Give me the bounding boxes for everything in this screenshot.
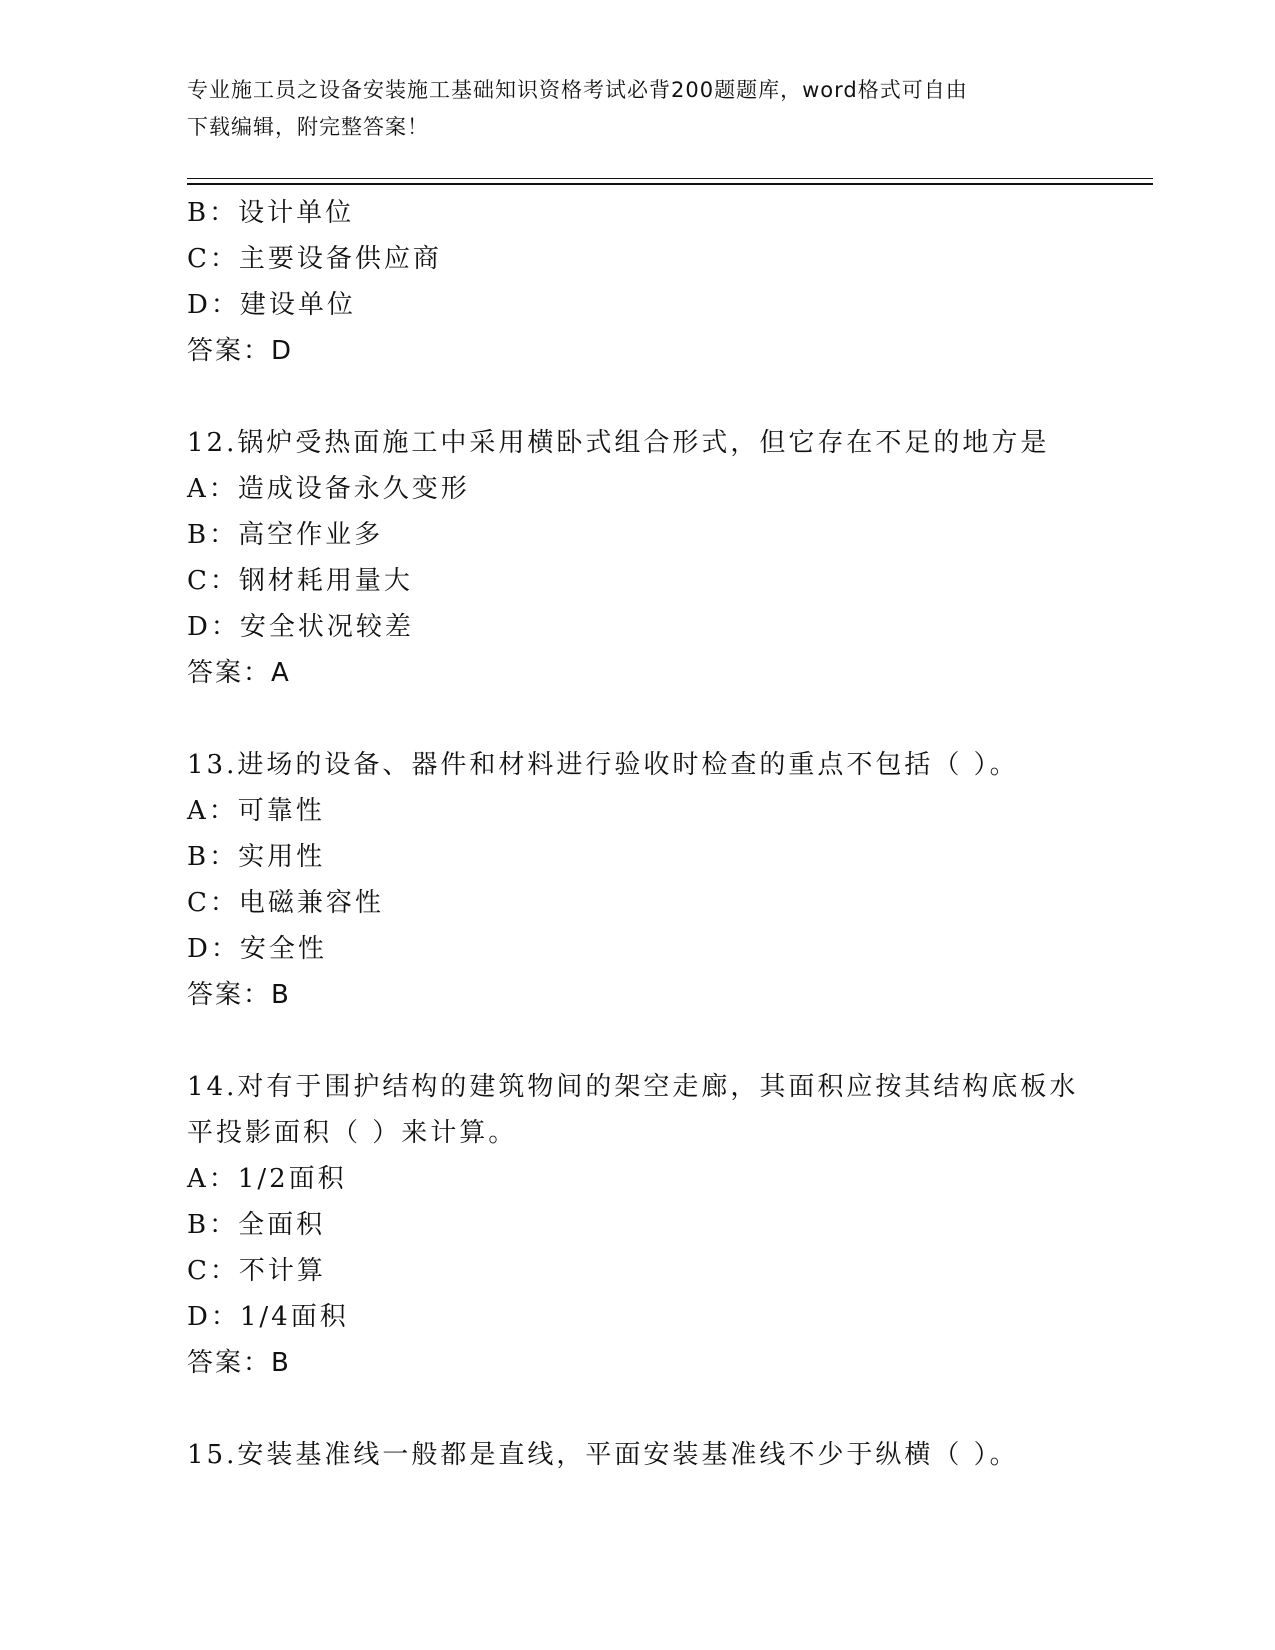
question-12 (187, 420, 1127, 696)
spacer (187, 1386, 1127, 1432)
answer-line: 答案：D (187, 336, 294, 366)
option-b: B：高空作业多 (187, 520, 384, 550)
question-text-line-2: 平投影面积（ ）来计算。 (187, 1118, 518, 1148)
spacer (187, 374, 1127, 420)
option-c: C：钢材耗用量大 (187, 566, 413, 596)
option-d: D：安全状况较差 (187, 612, 414, 642)
question-11-continuation (187, 190, 1127, 374)
header-title-line-1: 专业施工员之设备安装施工基础知识资格考试必背200题题库，word格式可自由 (187, 78, 968, 102)
question-text-line-1: 14.对有于围护结构的建筑物间的架空走廊，其面积应按其结构底板水 (187, 1072, 1079, 1102)
answer-line: 答案：B (187, 1348, 291, 1378)
option-b: B：设计单位 (187, 198, 355, 228)
header-divider-thin (187, 178, 1153, 179)
option-a: A：可靠性 (187, 796, 325, 826)
option-b: B：实用性 (187, 842, 326, 872)
document-header (187, 72, 1087, 146)
option-d: D：1/4面积 (187, 1302, 349, 1332)
option-a: A：1/2面积 (187, 1164, 347, 1194)
question-text: 12.锅炉受热面施工中采用横卧式组合形式，但它存在不足的地方是 (187, 428, 1050, 458)
spacer (187, 696, 1127, 742)
question-text: 13.进场的设备、器件和材料进行验收时检查的重点不包括（ ）。 (187, 750, 1019, 780)
question-list (187, 190, 1127, 1478)
question-14 (187, 1064, 1127, 1386)
option-b: B：全面积 (187, 1210, 326, 1240)
question-13 (187, 742, 1127, 1018)
option-c: C：电磁兼容性 (187, 888, 384, 918)
question-text: 15.安装基准线一般都是直线，平面安装基准线不少于纵横（ ）。 (187, 1440, 1019, 1470)
answer-line: 答案：A (187, 658, 291, 688)
option-c: C：不计算 (187, 1256, 326, 1286)
header-divider-thick (187, 183, 1153, 185)
option-a: A：造成设备永久变形 (187, 474, 470, 504)
option-d: D：建设单位 (187, 290, 356, 320)
header-title-line-2: 下载编辑，附完整答案！ (187, 115, 429, 139)
spacer (187, 1018, 1127, 1064)
option-c: C：主要设备供应商 (187, 244, 442, 274)
answer-line: 答案：B (187, 980, 291, 1010)
option-d: D：安全性 (187, 934, 327, 964)
question-15 (187, 1432, 1127, 1478)
